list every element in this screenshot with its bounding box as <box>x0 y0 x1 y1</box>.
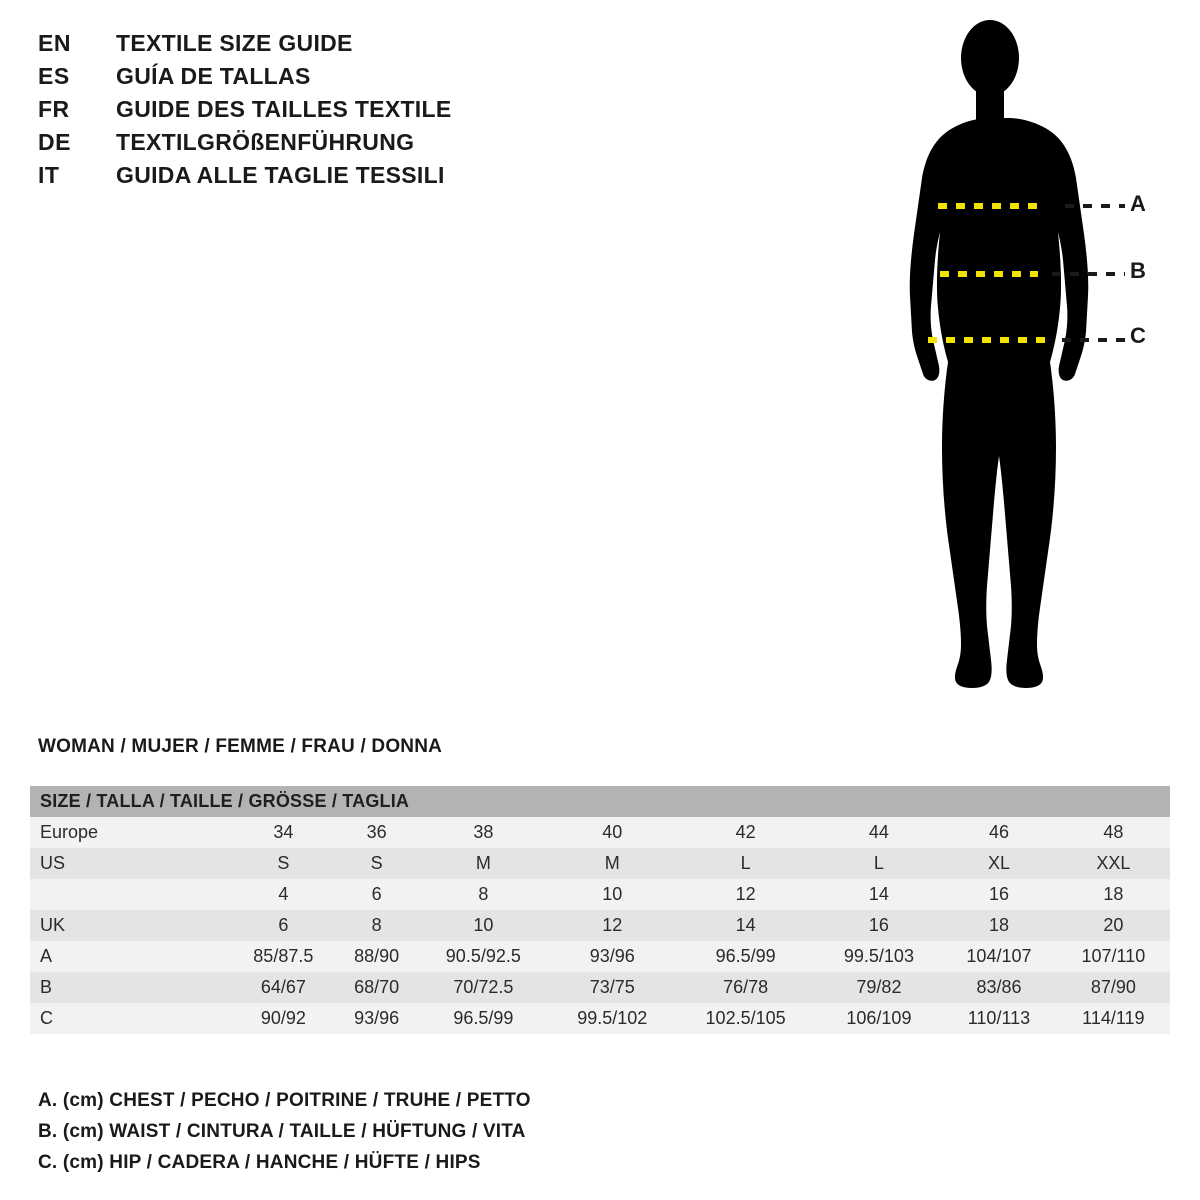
language-title-fr: GUIDE DES TAILLES TEXTILE <box>116 96 452 122</box>
cell-europe-8: 48 <box>1057 817 1170 848</box>
measurement-notes <box>38 1090 738 1183</box>
language-header-block <box>38 30 558 195</box>
cell-us-2: S <box>337 848 417 879</box>
cell-us-8: XXL <box>1057 848 1170 879</box>
row-label-us: US <box>30 848 230 879</box>
table-row-uk <box>30 910 1170 941</box>
cell-us-3: M <box>417 848 550 879</box>
cell-us-1: S <box>230 848 337 879</box>
language-row-fr <box>38 96 558 129</box>
row-label-b: B <box>30 972 230 1003</box>
cell-uk-3: 10 <box>417 910 550 941</box>
table-header-row <box>30 786 1170 817</box>
cell-europe-6: 44 <box>817 817 941 848</box>
language-title-en: TEXTILE SIZE GUIDE <box>116 30 353 56</box>
cell-b-4: 73/75 <box>550 972 674 1003</box>
cell-b-8: 87/90 <box>1057 972 1170 1003</box>
cell-c-5: 102.5/105 <box>674 1003 816 1034</box>
cell-uk-6: 16 <box>817 910 941 941</box>
table-row-us <box>30 848 1170 879</box>
cell-uk-4: 12 <box>550 910 674 941</box>
cell-usnum-4: 10 <box>550 879 674 910</box>
cell-us-6: L <box>817 848 941 879</box>
table-row-us-numeric <box>30 879 1170 910</box>
cell-usnum-2: 6 <box>337 879 417 910</box>
language-row-de <box>38 129 558 162</box>
cell-uk-5: 14 <box>674 910 816 941</box>
row-label-uk: UK <box>30 910 230 941</box>
section-title-woman: WOMAN / MUJER / FEMME / FRAU / DONNA <box>38 736 443 757</box>
cell-europe-7: 46 <box>941 817 1057 848</box>
row-label-us-numeric <box>30 879 230 910</box>
cell-europe-3: 38 <box>417 817 550 848</box>
cell-us-7: XL <box>941 848 1057 879</box>
note-chest: A. (cm) CHEST / PECHO / POITRINE / TRUHE / PETTO <box>38 1090 531 1111</box>
language-title-es: GUÍA DE TALLAS <box>116 63 311 89</box>
cell-b-7: 83/86 <box>941 972 1057 1003</box>
cell-us-4: M <box>550 848 674 879</box>
row-label-c: C <box>30 1003 230 1034</box>
note-waist: B. (cm) WAIST / CINTURA / TAILLE / HÜFTUNG / VITA <box>38 1121 526 1142</box>
cell-uk-2: 8 <box>337 910 417 941</box>
cell-c-4: 99.5/102 <box>550 1003 674 1034</box>
row-label-a: A <box>30 941 230 972</box>
language-code-fr: FR <box>38 96 70 122</box>
cell-usnum-5: 12 <box>674 879 816 910</box>
cell-uk-7: 18 <box>941 910 1057 941</box>
measurement-label-a: A <box>1130 191 1146 216</box>
cell-usnum-7: 16 <box>941 879 1057 910</box>
cell-b-5: 76/78 <box>674 972 816 1003</box>
cell-europe-1: 34 <box>230 817 337 848</box>
cell-b-1: 64/67 <box>230 972 337 1003</box>
row-label-europe: Europe <box>30 817 230 848</box>
table-row-c <box>30 1003 1170 1034</box>
cell-c-6: 106/109 <box>817 1003 941 1034</box>
language-row-es <box>38 63 558 96</box>
cell-a-5: 96.5/99 <box>674 941 816 972</box>
cell-uk-8: 20 <box>1057 910 1170 941</box>
cell-uk-1: 6 <box>230 910 337 941</box>
language-code-it: IT <box>38 162 60 188</box>
cell-europe-4: 40 <box>550 817 674 848</box>
language-title-it: GUIDA ALLE TAGLIE TESSILI <box>116 162 445 188</box>
cell-a-7: 104/107 <box>941 941 1057 972</box>
table-row-b <box>30 972 1170 1003</box>
cell-a-1: 85/87.5 <box>230 941 337 972</box>
measurement-label-b: B <box>1130 258 1146 283</box>
cell-a-2: 88/90 <box>337 941 417 972</box>
cell-a-4: 93/96 <box>550 941 674 972</box>
cell-us-5: L <box>674 848 816 879</box>
cell-europe-2: 36 <box>337 817 417 848</box>
language-code-en: EN <box>38 30 71 56</box>
cell-a-6: 99.5/103 <box>817 941 941 972</box>
measurement-guides <box>840 10 1200 750</box>
cell-c-7: 110/113 <box>941 1003 1057 1034</box>
cell-b-3: 70/72.5 <box>417 972 550 1003</box>
cell-usnum-6: 14 <box>817 879 941 910</box>
cell-c-1: 90/92 <box>230 1003 337 1034</box>
cell-usnum-1: 4 <box>230 879 337 910</box>
table-header-label: SIZE / TALLA / TAILLE / GRÖSSE / TAGLIA <box>30 786 1170 817</box>
language-title-de: TEXTILGRÖßENFÜHRUNG <box>116 129 415 155</box>
table-row-a <box>30 941 1170 972</box>
cell-usnum-8: 18 <box>1057 879 1170 910</box>
female-body-figure <box>840 10 1200 750</box>
language-code-es: ES <box>38 63 70 89</box>
cell-b-2: 68/70 <box>337 972 417 1003</box>
cell-c-3: 96.5/99 <box>417 1003 550 1034</box>
size-table <box>30 786 1170 1034</box>
language-code-de: DE <box>38 129 71 155</box>
cell-a-3: 90.5/92.5 <box>417 941 550 972</box>
cell-c-8: 114/119 <box>1057 1003 1170 1034</box>
note-hip: C. (cm) HIP / CADERA / HANCHE / HÜFTE / HIPS <box>38 1152 481 1173</box>
table-row-europe <box>30 817 1170 848</box>
cell-usnum-3: 8 <box>417 879 550 910</box>
language-row-it <box>38 162 558 195</box>
language-row-en <box>38 30 558 63</box>
cell-a-8: 107/110 <box>1057 941 1170 972</box>
cell-c-2: 93/96 <box>337 1003 417 1034</box>
measurement-label-c: C <box>1130 323 1146 348</box>
cell-europe-5: 42 <box>674 817 816 848</box>
cell-b-6: 79/82 <box>817 972 941 1003</box>
